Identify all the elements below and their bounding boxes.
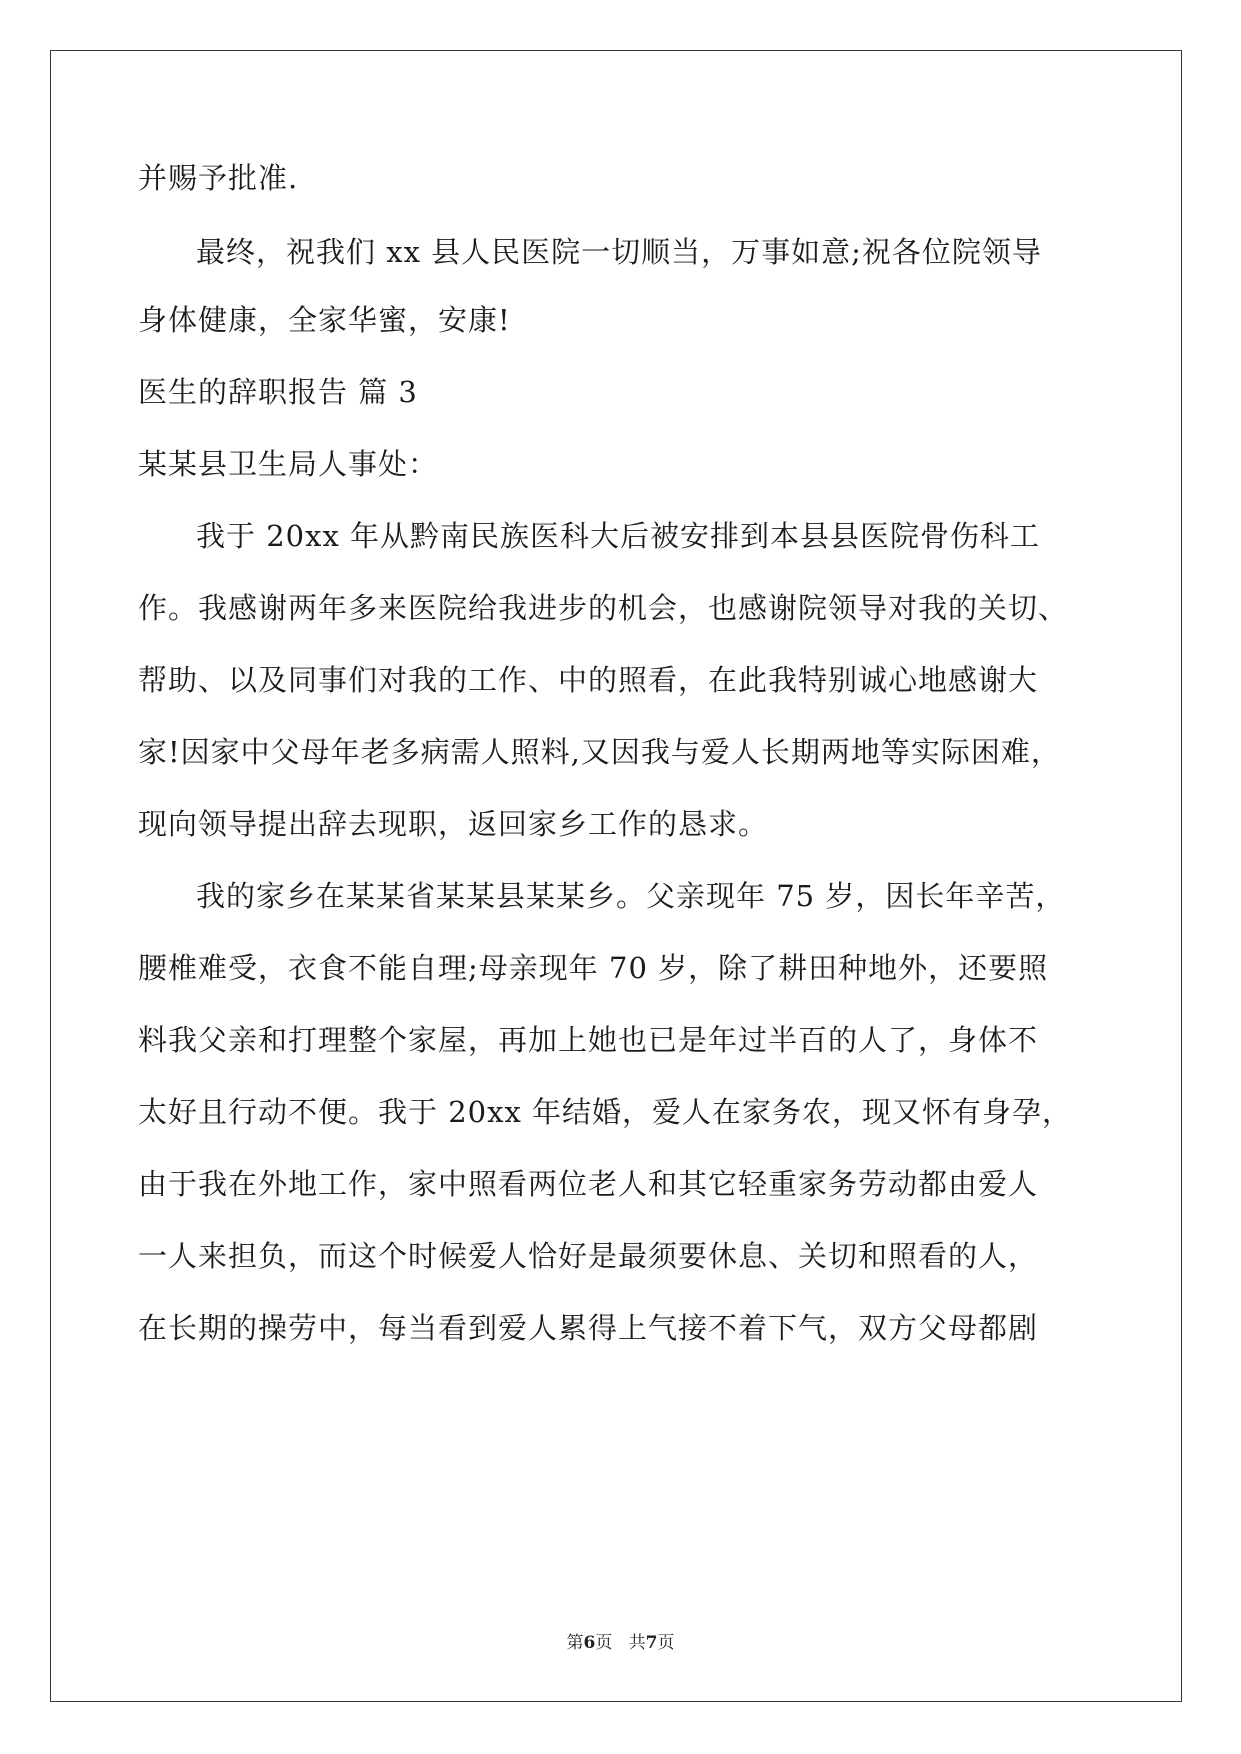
footer-total-prefix: 共: [628, 1633, 646, 1653]
text-line: 我于 20xx 年从黔南民族医科大后被安排到本县县医院骨伤科工: [196, 519, 1041, 553]
total-pages-number: 7: [645, 1633, 658, 1653]
text-line: 我的家乡在某某省某某县某某乡。父亲现年 75 岁，因长年辛苦，: [196, 879, 1066, 913]
text-line: 腰椎难受，衣食不能自理;母亲现年 70 岁，除了耕田种地外，还要照: [138, 951, 1049, 985]
text-line: 家!因家中父母年老多病需人照料,又因我与爱人长期两地等实际困难，: [138, 735, 1061, 769]
text-line: 现向领导提出辞去现职，返回家乡工作的恳求。: [138, 807, 769, 841]
footer-prefix: 第: [566, 1633, 584, 1653]
footer-page-unit: 页: [595, 1633, 613, 1653]
text-line: 在长期的操劳中，每当看到爱人累得上气接不着下气，双方父母都剧: [138, 1311, 1039, 1345]
text-line: 帮助、以及同事们对我的工作、中的照看，在此我特别诚心地感谢大: [138, 663, 1039, 697]
footer-total-unit: 页: [657, 1633, 675, 1653]
section-heading: 医生的辞职报告 篇 3: [138, 375, 418, 409]
text-line: 作。我感谢两年多来医院给我进步的机会，也感谢院领导对我的关切、: [138, 591, 1069, 625]
text-line: 由于我在外地工作，家中照看两位老人和其它轻重家务劳动都由爱人: [138, 1167, 1039, 1201]
text-line: 并赐予批准.: [138, 161, 299, 195]
text-line: 最终，祝我们 xx 县人民医院一切顺当，万事如意;祝各位院领导: [196, 235, 1042, 269]
current-page-number: 6: [583, 1633, 596, 1653]
text-line: 一人来担负，而这个时候爱人恰好是最须要休息、关切和照看的人，: [138, 1239, 1039, 1273]
addressee: 某某县卫生局人事处：: [138, 447, 439, 481]
text-line: 身体健康，全家华蜜，安康!: [138, 303, 511, 337]
page-footer: [0, 1628, 1241, 1653]
text-line: 太好且行动不便。我于 20xx 年结婚，爱人在家务农，现又怀有身孕，: [138, 1095, 1073, 1129]
text-line: 料我父亲和打理整个家屋，再加上她也已是年过半百的人了，身体不: [138, 1023, 1039, 1057]
